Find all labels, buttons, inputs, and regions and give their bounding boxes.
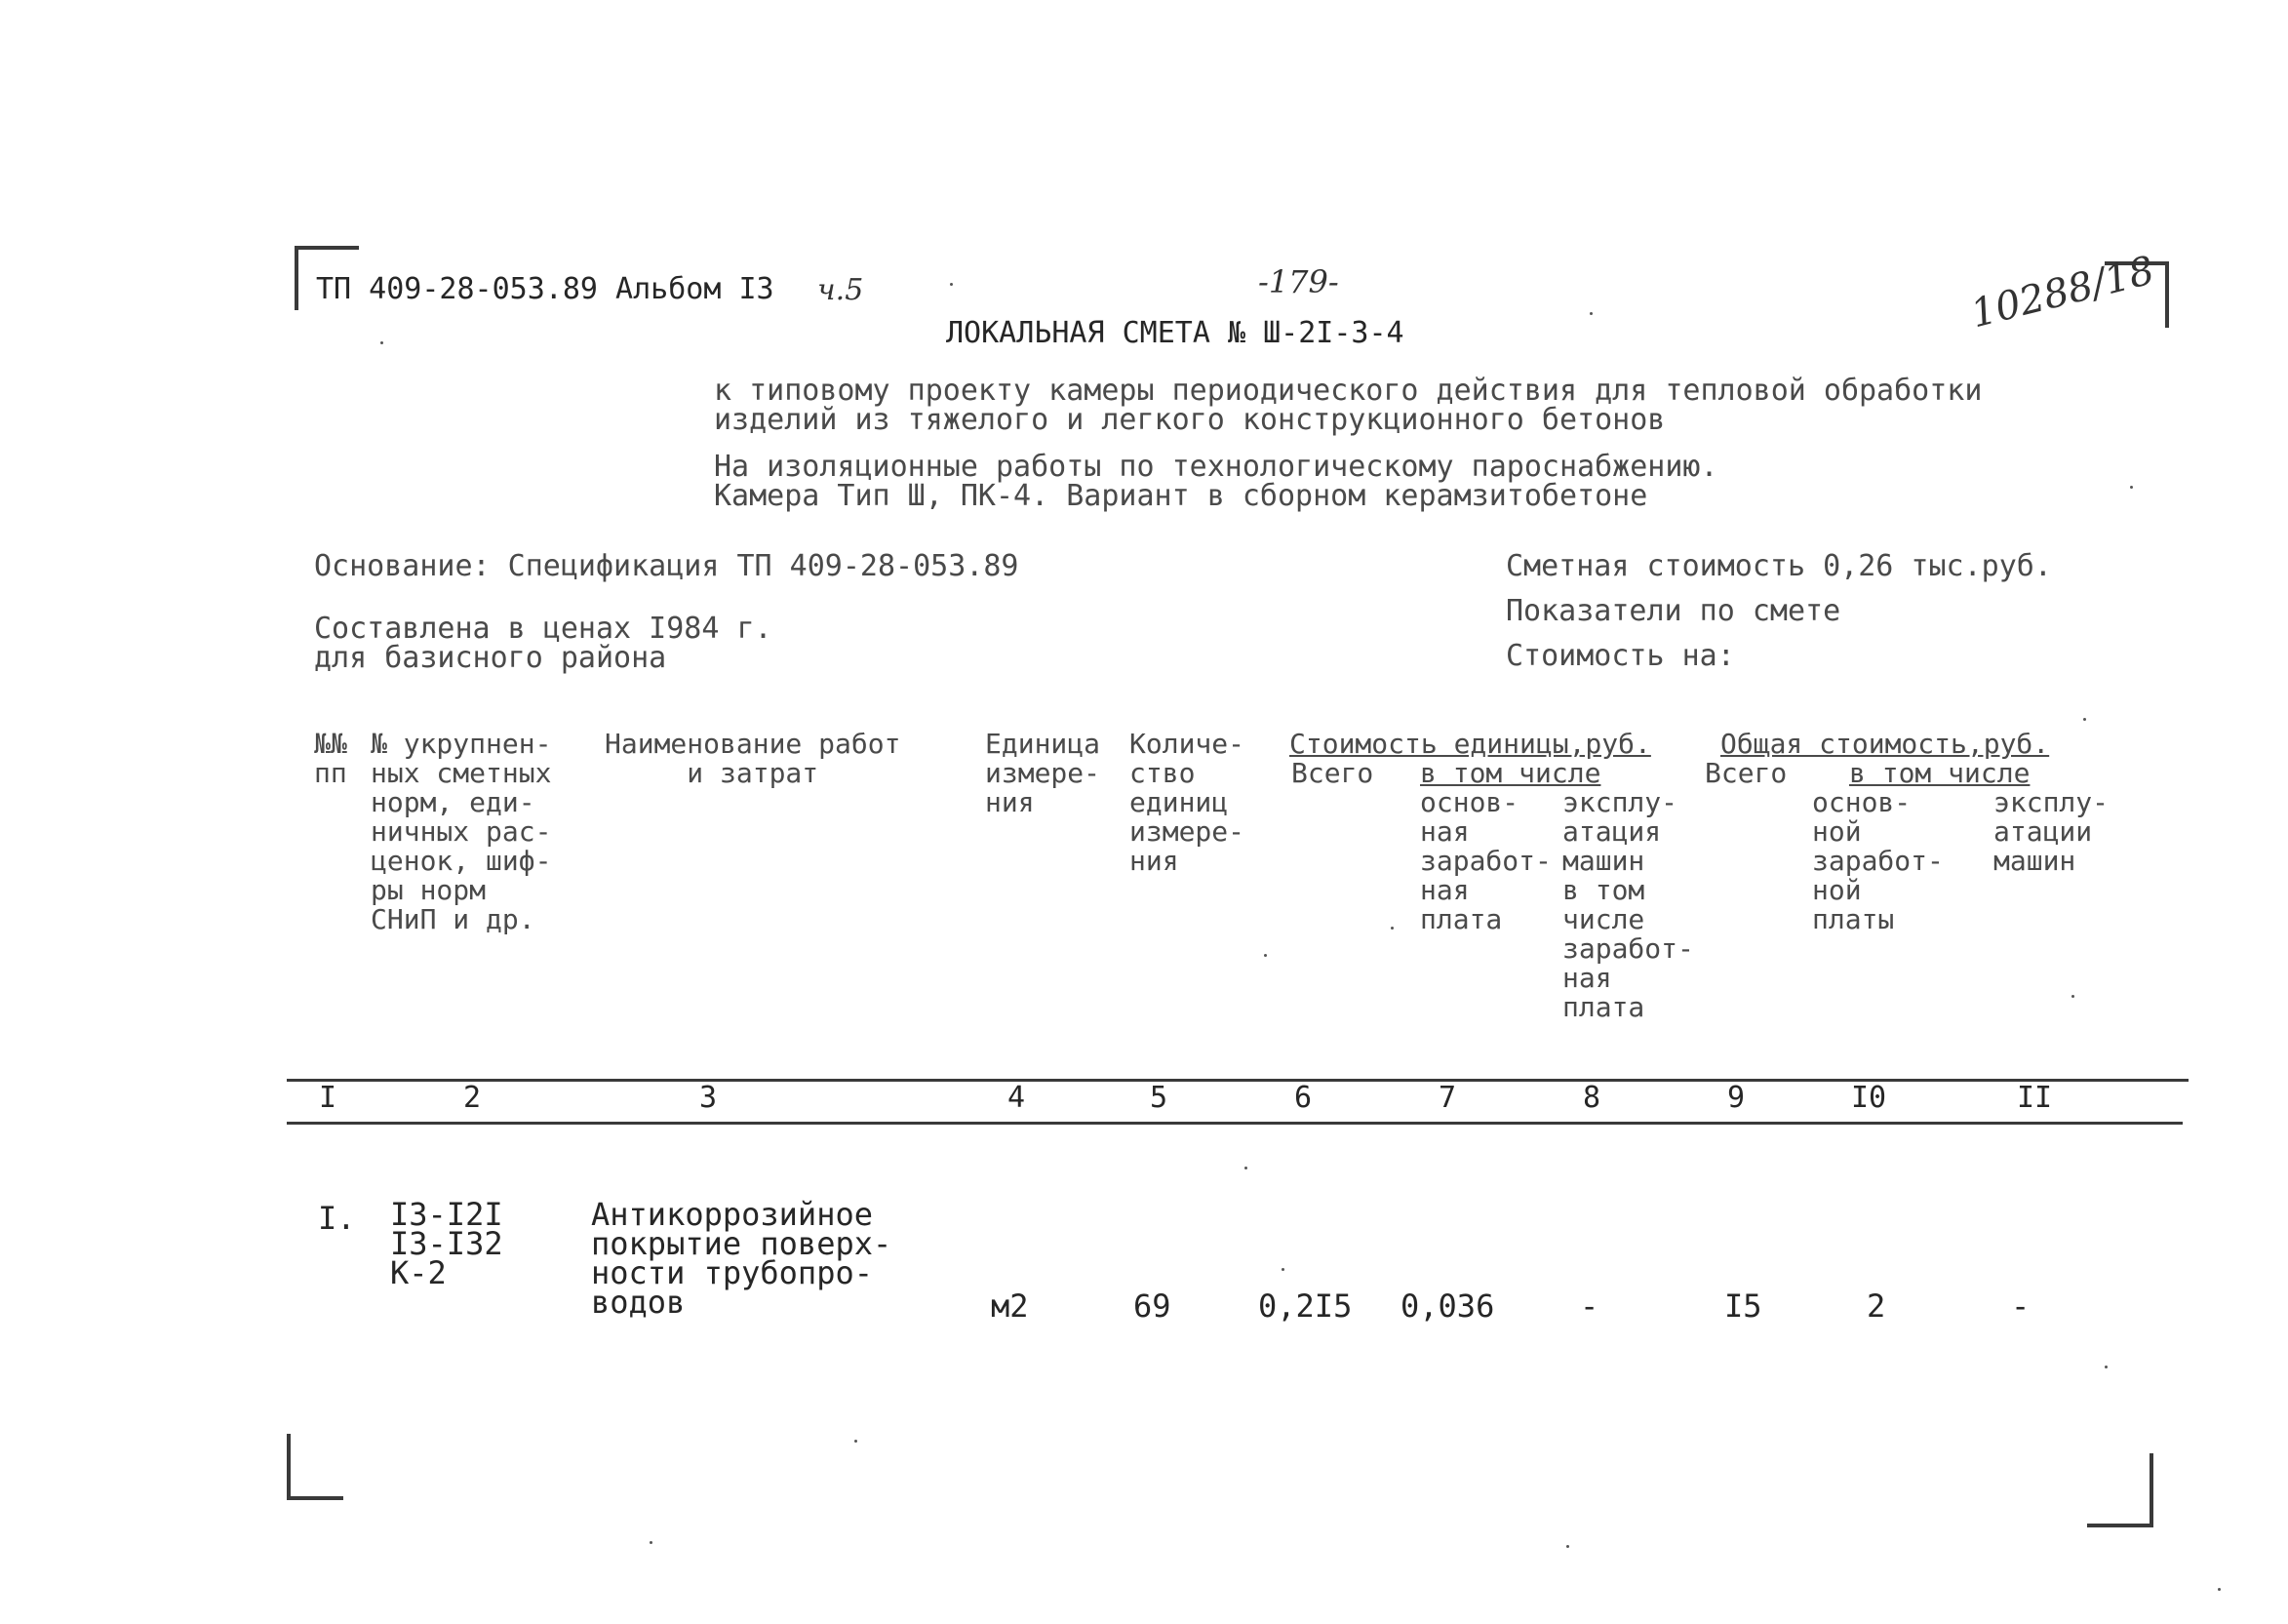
corner-mark-bottom-left-v <box>287 1434 291 1498</box>
estimated-cost: Сметная стоимость 0,26 тыс.руб. <box>1506 549 2052 583</box>
col-subgroup-total-incl: в том числе <box>1849 757 2031 789</box>
scan-speck <box>1244 1167 1247 1169</box>
col-header-total-machines: эксплу- атации машин <box>1993 786 2110 877</box>
scan-speck <box>650 1541 652 1544</box>
row-number: I. <box>318 1200 356 1237</box>
column-number: 2 <box>462 1081 482 1115</box>
price-region: для базисного района <box>314 641 667 675</box>
scan-speck <box>2130 486 2133 489</box>
col-header-total-wage: основ- ной заработ- ной платы <box>1812 786 1944 935</box>
work-line-1: На изоляционные работы по технологическому пароснабжению. <box>714 450 1718 484</box>
estimate-indicators: Показатели по смете <box>1506 594 1841 628</box>
col-header-unit-wage: основ- ная заработ- ная плата <box>1420 786 1552 935</box>
col-header-unit: Единица измере- ния <box>985 728 1101 818</box>
col-subgroup-unit-incl: в том числе <box>1420 757 1601 789</box>
basis-specification: Основание: Спецификация ТП 409-28-053.89 <box>314 549 1019 583</box>
page-number: -179- <box>1258 263 1339 300</box>
row-total: I5 <box>1724 1287 1762 1325</box>
col-header-quantity: Количе- ство единиц измере- ния <box>1129 728 1245 877</box>
column-number: 8 <box>1582 1081 1601 1115</box>
corner-mark-bottom-left-h <box>287 1496 343 1500</box>
row-total-wage: 2 <box>1867 1287 1886 1325</box>
row-unit: м2 <box>991 1287 1029 1325</box>
scan-speck <box>854 1440 857 1443</box>
scan-speck <box>2083 718 2086 721</box>
cost-as-of: Стоимость на: <box>1506 639 1735 673</box>
col-group-total-cost: Общая стоимость,руб. <box>1720 728 2050 760</box>
row-unit-wage: 0,036 <box>1400 1287 1495 1325</box>
col-header-work-name: Наименование работ и затрат <box>605 728 901 789</box>
scan-speck <box>1391 927 1394 930</box>
col-group-unit-cost: Стоимость единицы,руб. <box>1289 728 1651 760</box>
scan-speck <box>950 283 953 286</box>
row-unit-machines: - <box>1580 1287 1599 1325</box>
col-header-unit-machines: эксплу- атация машин в том числе заработ- ная плата <box>1562 786 1694 1023</box>
work-line-2: Камера Тип Ш, ПК-4. Вариант в сборном керамзитобетоне <box>714 479 1648 513</box>
column-number: 5 <box>1149 1081 1168 1115</box>
scan-speck <box>1282 1268 1284 1271</box>
scan-speck <box>1590 312 1593 315</box>
estimate-heading: ЛОКАЛЬНАЯ СМЕТА № Ш-2I-3-4 <box>946 316 1404 350</box>
scan-speck <box>2105 1366 2108 1368</box>
column-number: 3 <box>698 1081 718 1115</box>
corner-mark-bottom-right-h <box>2087 1524 2153 1527</box>
column-number: 9 <box>1726 1081 1746 1115</box>
column-number: I0 <box>1850 1081 1887 1115</box>
row-unit-total: 0,2I5 <box>1258 1287 1353 1325</box>
col-header-norm-codes: № укрупнен- ных сметных норм, еди- ничных рас- ценок, шиф- ры норм СНиП и др. <box>371 728 552 935</box>
column-numbers-top-rule <box>287 1079 2189 1082</box>
project-line-2: изделий из тяжелого и легкого конструкционного бетонов <box>714 403 1666 437</box>
col-header-unit-total: Всего <box>1291 757 1374 789</box>
column-number: 7 <box>1438 1081 1457 1115</box>
scan-speck <box>2071 995 2074 998</box>
column-numbers-bottom-rule <box>287 1122 2183 1125</box>
row-total-machines: - <box>2011 1287 2031 1325</box>
part-number: ч.5 <box>817 273 864 307</box>
scan-speck <box>380 341 383 344</box>
price-basis: Составлена в ценах I984 г. <box>314 612 772 646</box>
column-number: 6 <box>1293 1081 1313 1115</box>
column-number: II <box>2016 1081 2053 1115</box>
row-quantity: 69 <box>1133 1287 1171 1325</box>
document-code: ТП 409-28-053.89 Альбом I3 <box>316 272 774 306</box>
corner-mark-top-right-v <box>2165 261 2169 328</box>
corner-mark-top-left-h <box>295 246 359 250</box>
column-number: 4 <box>1006 1081 1026 1115</box>
row-norm-codes: I3-I2I I3-I32 К-2 <box>390 1196 503 1291</box>
project-line-1: к типовому проекту камеры периодического действия для тепловой обработки <box>714 374 1983 408</box>
column-number: I <box>318 1081 337 1115</box>
corner-mark-bottom-right-v <box>2150 1453 2153 1527</box>
scan-speck <box>2218 1588 2221 1591</box>
row-work-name: Антикоррозийное покрытие поверх- ности трубопро- водов <box>591 1196 892 1321</box>
scan-speck <box>1264 954 1267 957</box>
col-header-total: Всего <box>1705 757 1788 789</box>
col-header-number: №№ пп <box>314 728 347 789</box>
scan-speck <box>1566 1545 1569 1548</box>
archive-number: 10288/18 <box>1966 248 2159 337</box>
corner-mark-top-left-v <box>295 246 298 310</box>
